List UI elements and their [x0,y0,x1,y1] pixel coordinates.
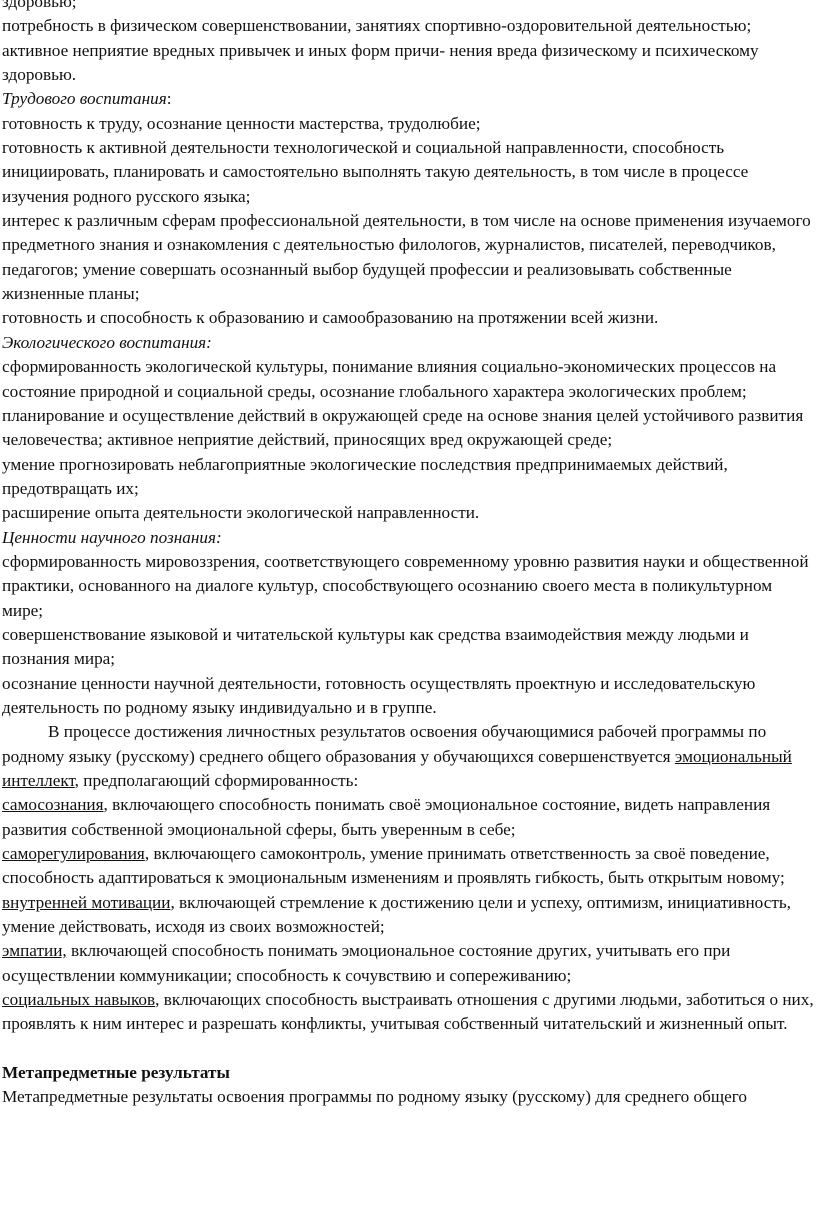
ei-item-text: , включающего способность понимать своё эмоциональное состояние, видеть направления развития собственной эмоциональной сферы, быть уверенным в себе; [2,795,771,839]
ei-item-term: саморегулирования [2,844,145,864]
labor-heading-colon: : [166,89,172,109]
ei-item-term: внутренней мотивации [2,892,171,912]
text-line: осознание ценности научной деятельности, готовность осуществлять проектную и исследовательскую деятельность по родному языку индивидуально и в группе. [2,673,756,717]
ei-item [0,891,816,940]
labor-heading: Трудового воспитания [2,89,167,109]
ei-item [0,842,816,891]
text-line: умение прогнозировать неблагоприятные экологические последствия предпринимаемых действий, предотвращать их; [2,454,728,498]
text-line: сформированность экологической культуры, понимание влияния социально-экономических процессов на состояние природной и социальной среды, осознание глобального характера экологических проблем; [2,357,777,401]
text-line: совершенствование языковой и читательской культуры как средства взаимодействия между людьми и познания мира; [2,624,749,669]
ei-term: эмоциональный интеллект [2,746,792,790]
ei-item-term: эмпатии, [2,941,67,961]
ei-item [0,939,816,988]
section-heading-meta: Метапредметные результаты [2,1062,230,1082]
text-line: здоровью; [2,0,77,11]
ei-item-text: включающей способность понимать эмоциональное состояние других, учитывать его при осуществлении коммуникации; способность к сочувствию и сопереживанию; [2,941,731,985]
ei-item-term: социальных навыков [2,990,156,1010]
ei-item [0,988,816,1037]
text-line: потребность в физическом совершенствовании, занятиях спортивно-оздоровительной деятельностью; [2,16,752,36]
section-heading-science: Ценности научного познания: [2,527,222,547]
text-line: активное неприятие вредных привычек и иных форм причи- нения вреда физическому и психическому здоровью. [2,40,759,85]
ei-item [0,793,816,842]
text-line: планирование и осуществление действий в окружающей среде на основе знания целей устойчивого развития человечества; активное неприятие действий, приносящих вред окружающей среде; [2,405,804,450]
ei-item-text: , включающих способность выстраивать отношения с другими людьми, заботиться о них, проявлять к ним интерес и разрешать конфликты, учитывая собственный читательский и жизненный опыт. [2,990,814,1034]
text-line: готовность к труду, осознание ценности мастерства, трудолюбие; [2,113,481,133]
ei-item-term: самосознания [2,795,104,815]
text-line: сформированность мировоззрения, соответствующего современному уровню развития науки и общественной практики, основанного на диалоге культур, способствующего осознанию своего места в поликультурном мире; [2,551,809,620]
text-line: интерес к различным сферам профессиональной деятельности, в том числе на основе применения изучаемого предметного знания и ознакомления с деятельностью филологов, журналистов, писателей, переводчиков, педагогов; умение совершать осознанный выбор будущей профессии и реализовывать собственные жизненные планы; [2,211,811,304]
text-line: расширение опыта деятельности экологической направленности. [2,503,480,523]
text-line: Метапредметные результаты освоения программы по родному языку (русскому) для среднего общего [2,1087,747,1107]
ei-tail: , предполагающий сформированность: [74,771,359,790]
ei-item-text: , включающей стремление к достижению цели и успеху, оптимизм, инициативность, умение действовать, исходя из своих возможностей; [2,892,791,937]
text-line: готовность к активной деятельности технологической и социальной направленности, способность инициировать, планировать и самостоятельно выполнять такую деятельность, в том числе в процессе изучения родного русского языка; [2,138,749,206]
section-heading-labor [0,87,816,111]
section-heading-eco: Экологического воспитания: [2,332,212,352]
ei-item-text: , включающего самоконтроль, умение принимать ответственность за своё поведение, способность адаптироваться к эмоциональным изменениям и проявлять гибкость, быть открытым новому; [2,844,785,888]
ei-paragraph [0,720,816,793]
text-line: готовность и способность к образованию и самообразованию на протяжении всей жизни. [2,308,659,328]
ei-intro: В процессе достижения личностных результатов освоения обучающимися рабочей программы по родному языку (русскому) среднего общего образования у обучающихся совершенствуется [2,722,767,766]
